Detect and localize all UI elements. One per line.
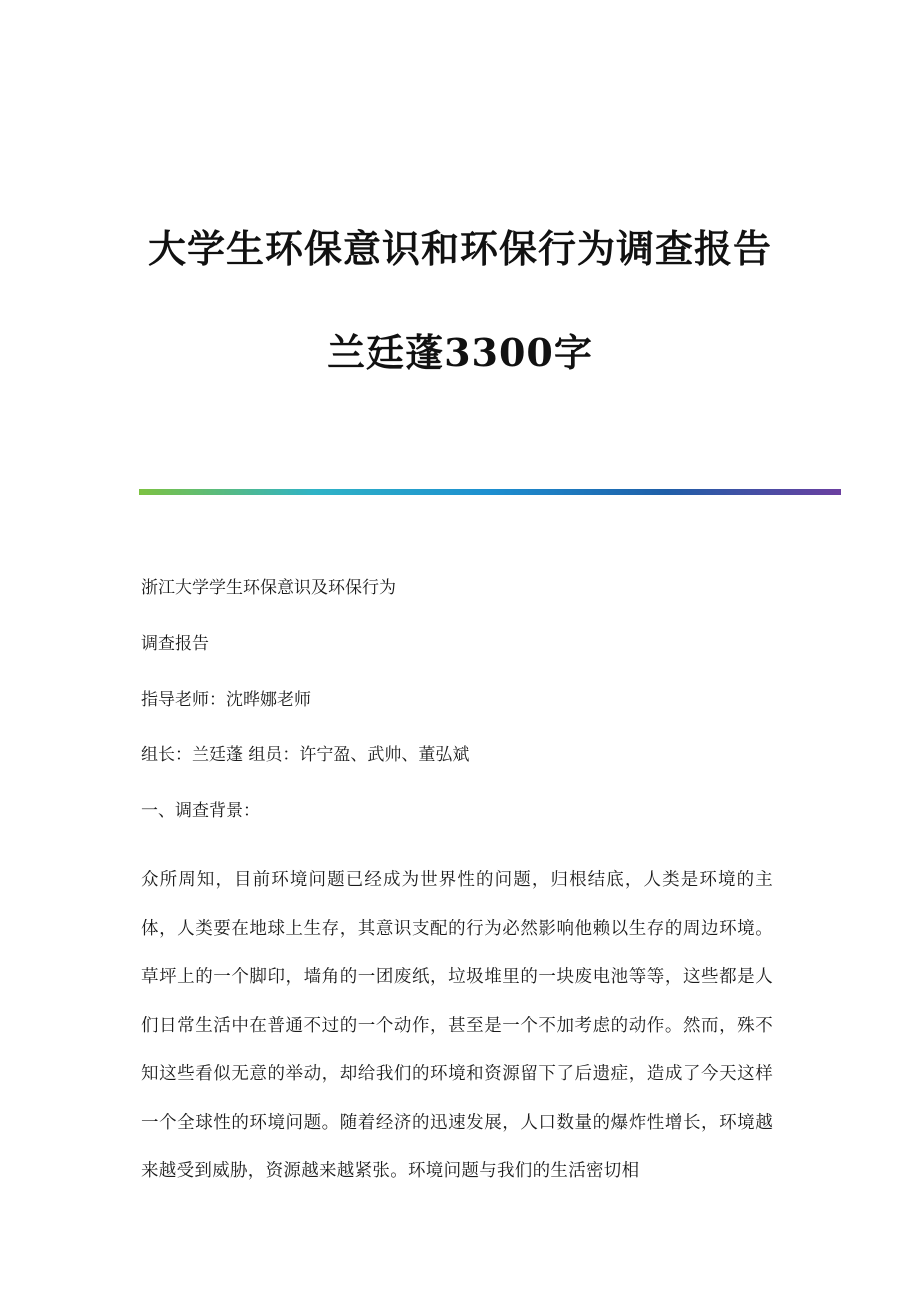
report-type-line: 调查报告 (141, 634, 209, 654)
report-university-line: 浙江大学学生环保意识及环保行为 (141, 578, 396, 598)
gradient-divider (139, 489, 841, 495)
section-heading: 一、调查背景： (141, 801, 260, 821)
document-title: 大学生环保意识和环保行为调查报告 (147, 226, 772, 271)
body-paragraph: 众所周知，目前环境问题已经成为世界性的问题，归根结底，人类是环境的主体，人类要在地球上生存，其意识支配的行为必然影响他赖以生存的周边环境。草坪上的一个脚印，墙角的一团废纸，垃圾堆里的一块废电池等等，这些都是人们日常生活中在普通不过的一个动作，甚至是一个不加考虑的动作。然而，殊不知这些看似无意的举动，却给我们的环境和资源留下了后遗症，造成了今天这样一个全球性的环境问题。随着经济的迅速发展，人口数量的爆炸性增长，环境越来越受到威胁，资源越来越紧张。环境问题与我们的生活密切相 (141, 870, 773, 1181)
document-subtitle: 兰廷蓬3300字 (327, 330, 593, 375)
team-members-line: 组长：兰廷蓬 组员：许宁盈、武帅、董弘斌 (141, 745, 470, 765)
advisor-line: 指导老师：沈晔娜老师 (141, 690, 311, 710)
